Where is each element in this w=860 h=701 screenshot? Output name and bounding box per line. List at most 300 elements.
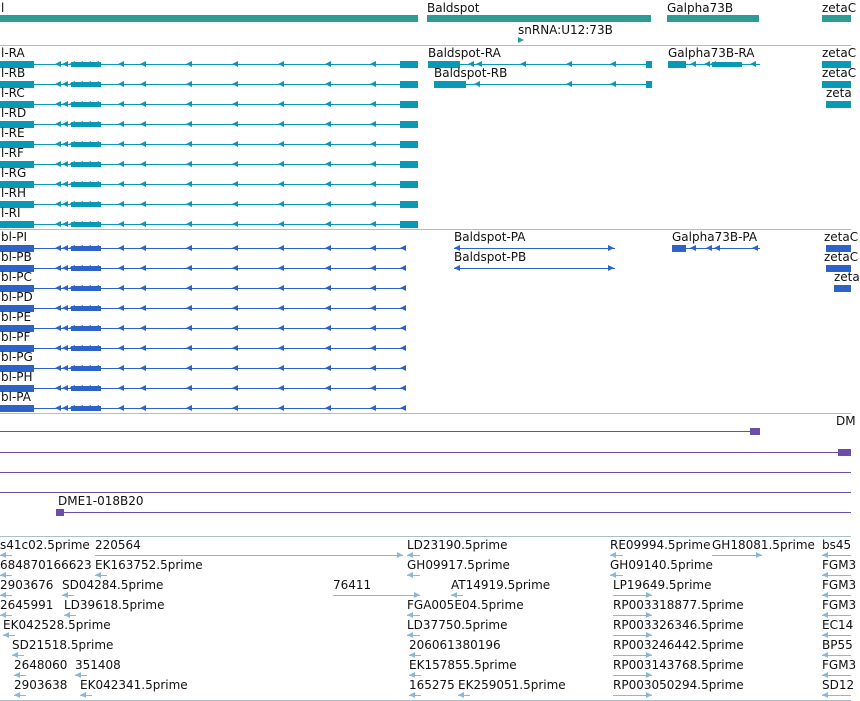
est-label: 2645991 <box>0 598 54 612</box>
strand-arrow-left-icon <box>186 245 192 251</box>
transcript-exon <box>71 122 101 127</box>
transcript-label: l-RC <box>1 86 25 100</box>
clone-line <box>0 472 851 473</box>
strand-arrow-left-icon <box>55 365 61 371</box>
strand-arrow-left-icon <box>140 325 146 331</box>
transcript-exon <box>400 161 418 168</box>
clone-line <box>0 431 760 432</box>
exon-block <box>834 285 851 292</box>
exon-block <box>712 62 742 67</box>
clone-label: DME1-018B20 <box>58 494 144 508</box>
strand-arrow-left-icon <box>186 221 192 227</box>
strand-arrow-left-icon <box>118 141 124 147</box>
strand-arrow-left-icon <box>186 345 192 351</box>
strand-arrow-left-icon <box>278 181 284 187</box>
exon-block <box>646 61 652 68</box>
strand-arrow-left-icon <box>278 385 284 391</box>
strand-arrow-left-icon <box>140 101 146 107</box>
strand-arrow-left-icon <box>118 265 124 271</box>
strand-arrow-left-icon <box>118 305 124 311</box>
strand-arrow-left-icon <box>118 405 124 411</box>
track-separator <box>0 413 851 414</box>
transcript-label: l-RG <box>1 166 27 180</box>
strand-arrow-left-icon <box>690 245 696 251</box>
strand-arrow-left-icon <box>232 61 238 67</box>
strand-arrow-left-icon <box>232 121 238 127</box>
strand-arrow-left-icon <box>278 405 284 411</box>
transcript-exon <box>400 61 418 68</box>
strand-arrow-left-icon <box>370 61 376 67</box>
strand-arrow-left-icon <box>325 81 331 87</box>
est-label: GH18081.5prime <box>712 538 815 552</box>
strand-arrow-left-icon <box>232 221 238 227</box>
strand-arrow-left-icon <box>140 161 146 167</box>
strand-arrow-left-icon <box>232 385 238 391</box>
est-label: 2903676 <box>0 578 54 592</box>
strand-arrow-left-icon <box>370 385 376 391</box>
protein-block <box>71 306 101 311</box>
strand-arrow-left-icon <box>140 81 146 87</box>
strand-arrow-left-icon <box>400 245 406 251</box>
strand-arrow-left-icon <box>118 181 124 187</box>
strand-arrow-left-icon <box>118 325 124 331</box>
est-label: RP003326346.5prime <box>613 618 744 632</box>
strand-arrow-left-icon <box>140 221 146 227</box>
protein-block <box>71 406 101 411</box>
transcript-exon <box>71 162 101 167</box>
gene-label: Galpha73B <box>667 1 734 15</box>
transcript-exon <box>400 121 418 128</box>
strand-arrow-left-icon <box>325 345 331 351</box>
gene-bar <box>667 15 759 22</box>
est-label: FGM3 <box>822 558 857 572</box>
strand-arrow-left-icon <box>232 365 238 371</box>
strand-arrow-left-icon <box>62 161 68 167</box>
strand-arrow-left-icon <box>822 692 828 698</box>
protein-label: Galpha73B-PA <box>672 230 758 244</box>
transcript-exon <box>71 82 101 87</box>
transcript-exon <box>71 222 101 227</box>
est-label: EC14 <box>822 618 854 632</box>
strand-arrow-left-icon <box>80 692 86 698</box>
transcript-exon <box>400 141 418 148</box>
strand-arrow-left-icon <box>325 325 331 331</box>
protein-label: zeta <box>834 270 860 284</box>
strand-arrow-left-icon <box>752 245 758 251</box>
strand-arrow-left-icon <box>325 61 331 67</box>
exon-block <box>646 81 652 88</box>
transcript-exon <box>71 142 101 147</box>
est-line <box>95 555 403 556</box>
est-label: 684870166623 <box>0 558 92 572</box>
strand-arrow-left-icon <box>55 265 61 271</box>
est-label: FGA005E04.5prime <box>407 598 524 612</box>
est-label: 351408 <box>75 658 121 672</box>
strand-arrow-left-icon <box>186 161 192 167</box>
protein-label: bl-PB <box>1 250 32 264</box>
strand-arrow-left-icon <box>325 405 331 411</box>
strand-arrow-left-icon <box>278 121 284 127</box>
est-label: SD12 <box>822 678 855 692</box>
strand-arrow-right-icon <box>756 552 762 558</box>
strand-arrow-left-icon <box>370 365 376 371</box>
strand-arrow-left-icon <box>325 265 331 271</box>
strand-arrow-left-icon <box>62 141 68 147</box>
track-separator <box>0 536 851 537</box>
est-label: SD21518.5prime <box>12 638 114 652</box>
strand-arrow-left-icon <box>62 61 68 67</box>
strand-arrow-left-icon <box>186 405 192 411</box>
strand-arrow-left-icon <box>62 385 68 391</box>
strand-arrow-right-icon <box>608 245 614 251</box>
protein-label: bl-PF <box>1 330 31 344</box>
gene-bar <box>427 15 651 22</box>
strand-arrow-left-icon <box>232 265 238 271</box>
protein-block <box>71 326 101 331</box>
strand-arrow-right-icon <box>646 692 652 698</box>
protein-label: bl-PC <box>1 270 32 284</box>
strand-arrow-left-icon <box>400 305 406 311</box>
transcript-label: l-RH <box>1 186 27 200</box>
strand-arrow-left-icon <box>186 141 192 147</box>
clone-end <box>56 509 64 516</box>
protein-label: bl-PE <box>1 310 32 324</box>
strand-arrow-left-icon <box>62 365 68 371</box>
transcript-label: Baldspot-RB <box>434 66 508 80</box>
strand-arrow-left-icon <box>714 245 720 251</box>
strand-arrow-left-icon <box>118 345 124 351</box>
protein-label: zetaC <box>824 230 859 244</box>
intron-line <box>434 84 652 85</box>
est-label: EK259051.5prime <box>458 678 566 692</box>
strand-arrow-left-icon <box>55 121 61 127</box>
strand-arrow-left-icon <box>370 221 376 227</box>
strand-arrow-left-icon <box>520 61 526 67</box>
strand-arrow-left-icon <box>55 345 61 351</box>
strand-arrow-left-icon <box>140 201 146 207</box>
clone-line <box>0 492 851 493</box>
protein-label: bl-PI <box>1 230 28 244</box>
est-label: s41c02.5prime <box>0 538 90 552</box>
strand-arrow-left-icon <box>370 81 376 87</box>
est-label: GH09917.5prime <box>407 558 510 572</box>
exon-block <box>672 245 686 252</box>
strand-arrow-left-icon <box>370 201 376 207</box>
transcript-exon <box>400 181 418 188</box>
intron-line <box>454 248 615 249</box>
strand-arrow-left-icon <box>62 245 68 251</box>
strand-arrow-left-icon <box>474 81 480 87</box>
strand-arrow-left-icon <box>706 245 712 251</box>
strand-arrow-right-icon <box>518 37 524 43</box>
transcript-exon <box>71 182 101 187</box>
clone-end <box>750 428 760 435</box>
strand-arrow-left-icon <box>118 385 124 391</box>
strand-arrow-left-icon <box>118 161 124 167</box>
strand-arrow-left-icon <box>62 345 68 351</box>
strand-arrow-left-icon <box>409 692 415 698</box>
strand-arrow-left-icon <box>278 305 284 311</box>
strand-arrow-left-icon <box>232 161 238 167</box>
strand-arrow-left-icon <box>400 405 406 411</box>
transcript-label: Galpha73B-RA <box>668 46 755 60</box>
est-label: EK163752.5prime <box>95 558 203 572</box>
strand-arrow-left-icon <box>325 221 331 227</box>
transcript-label: l-RA <box>1 46 25 60</box>
est-line <box>333 595 420 596</box>
strand-arrow-left-icon <box>118 245 124 251</box>
strand-arrow-left-icon <box>370 265 376 271</box>
transcript-exon <box>400 201 418 208</box>
strand-arrow-left-icon <box>186 201 192 207</box>
strand-arrow-left-icon <box>118 285 124 291</box>
est-label: FGM3 <box>822 598 857 612</box>
strand-arrow-left-icon <box>278 201 284 207</box>
strand-arrow-left-icon <box>232 325 238 331</box>
strand-arrow-left-icon <box>55 385 61 391</box>
est-label: RE09994.5prime <box>610 538 711 552</box>
strand-arrow-left-icon <box>750 61 756 67</box>
transcript-label: l-RE <box>1 126 25 140</box>
strand-arrow-left-icon <box>55 101 61 107</box>
strand-arrow-left-icon <box>278 221 284 227</box>
strand-arrow-left-icon <box>232 305 238 311</box>
strand-arrow-left-icon <box>62 265 68 271</box>
strand-arrow-left-icon <box>400 285 406 291</box>
gene-bar <box>0 15 418 22</box>
protein-label: Baldspot-PA <box>454 230 526 244</box>
strand-arrow-left-icon <box>186 305 192 311</box>
strand-arrow-left-icon <box>118 121 124 127</box>
est-label: LD23190.5prime <box>407 538 508 552</box>
strand-arrow-left-icon <box>62 285 68 291</box>
est-label: EK042528.5prime <box>3 618 111 632</box>
est-label: LD39618.5prime <box>64 598 165 612</box>
exon-block <box>826 101 851 108</box>
strand-arrow-left-icon <box>610 61 616 67</box>
strand-arrow-left-icon <box>325 141 331 147</box>
protein-block <box>71 386 101 391</box>
strand-arrow-left-icon <box>566 81 572 87</box>
clone-line <box>56 512 851 513</box>
strand-arrow-left-icon <box>140 61 146 67</box>
strand-arrow-left-icon <box>400 385 406 391</box>
strand-arrow-left-icon <box>55 61 61 67</box>
protein-block <box>71 366 101 371</box>
strand-arrow-left-icon <box>370 345 376 351</box>
transcript-label: l-RF <box>1 146 24 160</box>
strand-arrow-left-icon <box>118 221 124 227</box>
strand-arrow-left-icon <box>55 305 61 311</box>
strand-arrow-left-icon <box>62 305 68 311</box>
strand-arrow-left-icon <box>14 692 20 698</box>
strand-arrow-left-icon <box>232 201 238 207</box>
strand-arrow-left-icon <box>55 141 61 147</box>
strand-arrow-left-icon <box>140 345 146 351</box>
est-label: RP003246442.5prime <box>613 638 744 652</box>
strand-arrow-left-icon <box>186 285 192 291</box>
strand-arrow-left-icon <box>118 61 124 67</box>
strand-arrow-left-icon <box>325 245 331 251</box>
strand-arrow-left-icon <box>278 141 284 147</box>
est-label: 165275 <box>409 678 455 692</box>
strand-arrow-left-icon <box>325 181 331 187</box>
strand-arrow-left-icon <box>454 265 460 271</box>
strand-arrow-left-icon <box>370 101 376 107</box>
transcript-label: l-RB <box>1 66 26 80</box>
strand-arrow-left-icon <box>325 385 331 391</box>
transcript-label: zetaC <box>822 46 857 60</box>
protein-label: bl-PD <box>1 290 33 304</box>
strand-arrow-left-icon <box>140 405 146 411</box>
strand-arrow-left-icon <box>55 181 61 187</box>
intron-line <box>428 64 652 65</box>
strand-arrow-left-icon <box>232 101 238 107</box>
strand-arrow-left-icon <box>278 101 284 107</box>
strand-arrow-left-icon <box>140 141 146 147</box>
strand-arrow-left-icon <box>55 245 61 251</box>
strand-arrow-left-icon <box>62 405 68 411</box>
est-label: FGM3 <box>822 658 857 672</box>
strand-arrow-left-icon <box>400 365 406 371</box>
strand-arrow-left-icon <box>55 161 61 167</box>
strand-arrow-left-icon <box>62 221 68 227</box>
strand-arrow-left-icon <box>140 305 146 311</box>
protein-label: zetaC <box>824 250 859 264</box>
strand-arrow-left-icon <box>325 285 331 291</box>
strand-arrow-left-icon <box>55 285 61 291</box>
strand-arrow-left-icon <box>186 325 192 331</box>
strand-arrow-left-icon <box>62 325 68 331</box>
strand-arrow-left-icon <box>458 692 464 698</box>
strand-arrow-left-icon <box>278 325 284 331</box>
protein-block <box>71 246 101 251</box>
strand-arrow-left-icon <box>140 285 146 291</box>
est-label: LD37750.5prime <box>407 618 508 632</box>
strand-arrow-left-icon <box>62 201 68 207</box>
strand-arrow-right-icon <box>608 265 614 271</box>
strand-arrow-left-icon <box>325 365 331 371</box>
transcript-exon <box>400 221 418 228</box>
strand-arrow-left-icon <box>370 181 376 187</box>
protein-label: bl-PA <box>1 390 31 404</box>
strand-arrow-left-icon <box>407 572 413 578</box>
strand-arrow-left-icon <box>118 365 124 371</box>
intron-line <box>454 268 615 269</box>
transcript-exon <box>400 101 418 108</box>
transcript-label: l-RI <box>1 206 21 220</box>
est-label: AT14919.5prime <box>451 578 551 592</box>
est-label: bs45 <box>822 538 852 552</box>
strand-arrow-left-icon <box>186 265 192 271</box>
strand-arrow-left-icon <box>232 345 238 351</box>
transcript-exon <box>400 81 418 88</box>
strand-arrow-left-icon <box>232 245 238 251</box>
strand-arrow-left-icon <box>325 161 331 167</box>
strand-arrow-left-icon <box>62 81 68 87</box>
transcript-label: Baldspot-RA <box>428 46 501 60</box>
exon-block <box>668 61 686 68</box>
strand-arrow-left-icon <box>186 385 192 391</box>
transcript-label: zetaC <box>822 66 857 80</box>
strand-arrow-left-icon <box>370 141 376 147</box>
est-label: 206061380196 <box>409 638 501 652</box>
strand-arrow-left-icon <box>690 61 696 67</box>
protein-block <box>71 286 101 291</box>
est-label: EK157855.5prime <box>409 658 517 672</box>
strand-arrow-left-icon <box>400 265 406 271</box>
strand-arrow-left-icon <box>325 305 331 311</box>
est-line <box>712 555 762 556</box>
strand-arrow-left-icon <box>232 81 238 87</box>
protein-block <box>71 346 101 351</box>
strand-arrow-left-icon <box>55 325 61 331</box>
est-label: SD04284.5prime <box>62 578 164 592</box>
strand-arrow-left-icon <box>55 201 61 207</box>
strand-arrow-left-icon <box>118 101 124 107</box>
protein-label: bl-PH <box>1 370 33 384</box>
strand-arrow-left-icon <box>232 405 238 411</box>
exon-block <box>434 81 466 88</box>
transcript-exon <box>71 62 101 67</box>
strand-arrow-left-icon <box>140 365 146 371</box>
gene-label: l <box>1 1 5 15</box>
strand-arrow-left-icon <box>278 345 284 351</box>
clone-label: DM <box>836 414 856 428</box>
strand-arrow-left-icon <box>232 141 238 147</box>
strand-arrow-left-icon <box>370 305 376 311</box>
est-label: 76411 <box>333 578 372 592</box>
strand-arrow-left-icon <box>140 385 146 391</box>
strand-arrow-left-icon <box>140 265 146 271</box>
strand-arrow-left-icon <box>140 181 146 187</box>
strand-arrow-left-icon <box>55 81 61 87</box>
strand-arrow-left-icon <box>140 121 146 127</box>
strand-arrow-left-icon <box>232 285 238 291</box>
clone-end <box>838 449 851 456</box>
gene-label: snRNA:U12:73B <box>518 23 613 37</box>
strand-arrow-left-icon <box>186 81 192 87</box>
strand-arrow-left-icon <box>62 101 68 107</box>
strand-arrow-left-icon <box>186 365 192 371</box>
transcript-exon <box>71 102 101 107</box>
strand-arrow-left-icon <box>370 121 376 127</box>
strand-arrow-left-icon <box>186 61 192 67</box>
est-label: RP003318877.5prime <box>613 598 744 612</box>
transcript-label: l-RD <box>1 106 27 120</box>
strand-arrow-left-icon <box>278 245 284 251</box>
strand-arrow-left-icon <box>62 121 68 127</box>
est-label: EK042341.5prime <box>80 678 188 692</box>
strand-arrow-left-icon <box>186 101 192 107</box>
strand-arrow-left-icon <box>232 181 238 187</box>
strand-arrow-left-icon <box>278 81 284 87</box>
est-label: 2648060 <box>14 658 68 672</box>
transcript-label: zeta <box>826 86 852 100</box>
strand-arrow-left-icon <box>370 285 376 291</box>
strand-arrow-left-icon <box>278 365 284 371</box>
protein-label: Baldspot-PB <box>454 250 527 264</box>
strand-arrow-left-icon <box>610 81 616 87</box>
strand-arrow-left-icon <box>400 325 406 331</box>
est-label: GH09140.5prime <box>610 558 713 572</box>
strand-arrow-left-icon <box>55 221 61 227</box>
transcript-exon <box>71 202 101 207</box>
est-label: 2903638 <box>14 678 68 692</box>
strand-arrow-left-icon <box>278 265 284 271</box>
protein-block <box>0 405 34 412</box>
clone-line <box>0 452 851 453</box>
